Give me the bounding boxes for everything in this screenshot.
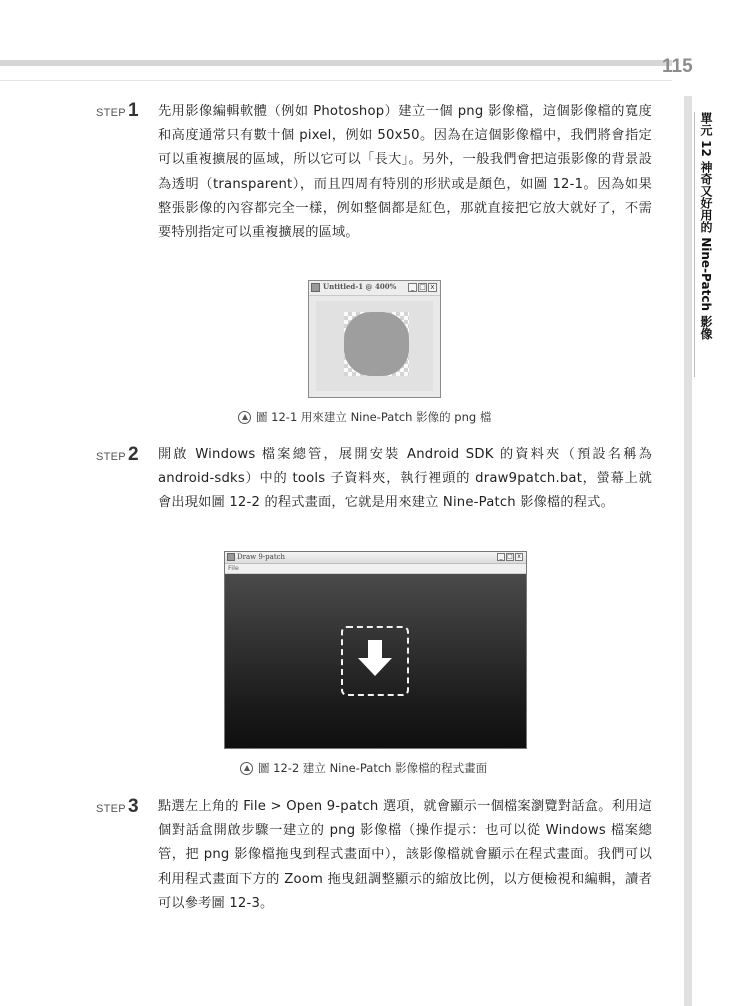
side-margin-bar (684, 96, 692, 1006)
page-number: 115 (662, 56, 693, 77)
step-3-label (96, 796, 139, 818)
draw9patch-canvas (225, 574, 526, 748)
figure-12-1-window (308, 280, 441, 398)
window-titlebar (309, 281, 440, 296)
triangle-up-circle-icon (238, 411, 251, 424)
step-word: STEP (96, 451, 126, 463)
app-window-icon (311, 283, 320, 292)
menu-file: File (228, 564, 239, 572)
minimize-icon: _ (497, 553, 505, 561)
caption-text: 圖 12-2 建立 Nine-Patch 影像檔的程式畫面 (258, 761, 488, 775)
menu-bar (225, 564, 526, 574)
transparent-checkerboard (344, 312, 409, 376)
step-number: 2 (127, 444, 139, 465)
header-rule (0, 60, 672, 66)
window-title: Draw 9-patch (237, 553, 286, 561)
drop-zone (341, 626, 409, 696)
step-2-label (96, 444, 139, 466)
header-rule-thin (0, 80, 672, 81)
figure-12-2-caption (240, 760, 487, 776)
chapter-side-tab: 單元 12 神奇又好用的 Nine-Patch 影像 (694, 112, 717, 377)
close-icon: x (428, 283, 437, 292)
step-number: 1 (127, 100, 139, 121)
step-2-text: 開啟 Windows 檔案總管，展開安裝 Android SDK 的資料夾（預設名稱為 android-sdks）中的 tools 子資料夾，執行裡頭的 draw9patch.bat，螢幕上就會出現如圖 12-2 的程式畫面，它就是用來建立 Nine-Patch 影像檔的程式。 (158, 447, 652, 511)
window-controls (408, 283, 437, 292)
figure-12-2-window (224, 551, 527, 749)
step-word: STEP (96, 803, 126, 815)
minimize-icon: _ (408, 283, 417, 292)
caption-text: 圖 12-1 用來建立 Nine-Patch 影像的 png 檔 (256, 410, 492, 424)
step-3-text: 點選左上角的 File > Open 9-patch 選項，就會顯示一個檔案瀏覽對話盒。利用這個對話盒開啟步驟一建立的 png 影像檔（操作提示：也可以從 Windows 檔案總管，把 png 影像檔拖曳到程式畫面中），該影像檔就會顯示在程式畫面。我們可以利用程式畫面下方的 Zoom 拖曳鈕調整顯示的縮放比例，以方便檢視和編輯，讀者可以參考圖 12-3。 (158, 799, 652, 911)
maximize-icon: □ (419, 283, 426, 291)
window-titlebar (225, 552, 526, 564)
step-word: STEP (96, 107, 126, 119)
app-window-icon (227, 553, 235, 561)
window-controls (497, 553, 523, 561)
window-title: Untitled-1 @ 400% (323, 282, 397, 291)
step-1-text: 先用影像編輯軟體（例如 Photoshop）建立一個 png 影像檔，這個影像檔的寬度和高度通常只有數十個 pixel，例如 50x50。因為在這個影像檔中，我們將會指定可以重複擴展的區域，所以它可以「長大」。另外，一般我們會把這張影像的背景設為透明（transparent），而且四周有特別的形狀或是顏色，如圖 12-1。因為如果整張影像的內容都完全一樣，例如整個都是紅色，那就直接把它放大就好了，不需要特別指定可以重複擴展的區域。 (158, 104, 652, 241)
triangle-up-circle-icon (240, 762, 253, 775)
figure-12-1-caption (238, 409, 491, 425)
maximize-icon: □ (507, 553, 513, 560)
step-1-label (96, 100, 139, 122)
step-number: 3 (127, 796, 139, 817)
close-icon: x (515, 553, 523, 561)
canvas-area (316, 301, 433, 391)
gray-rounded-shape (344, 312, 409, 376)
